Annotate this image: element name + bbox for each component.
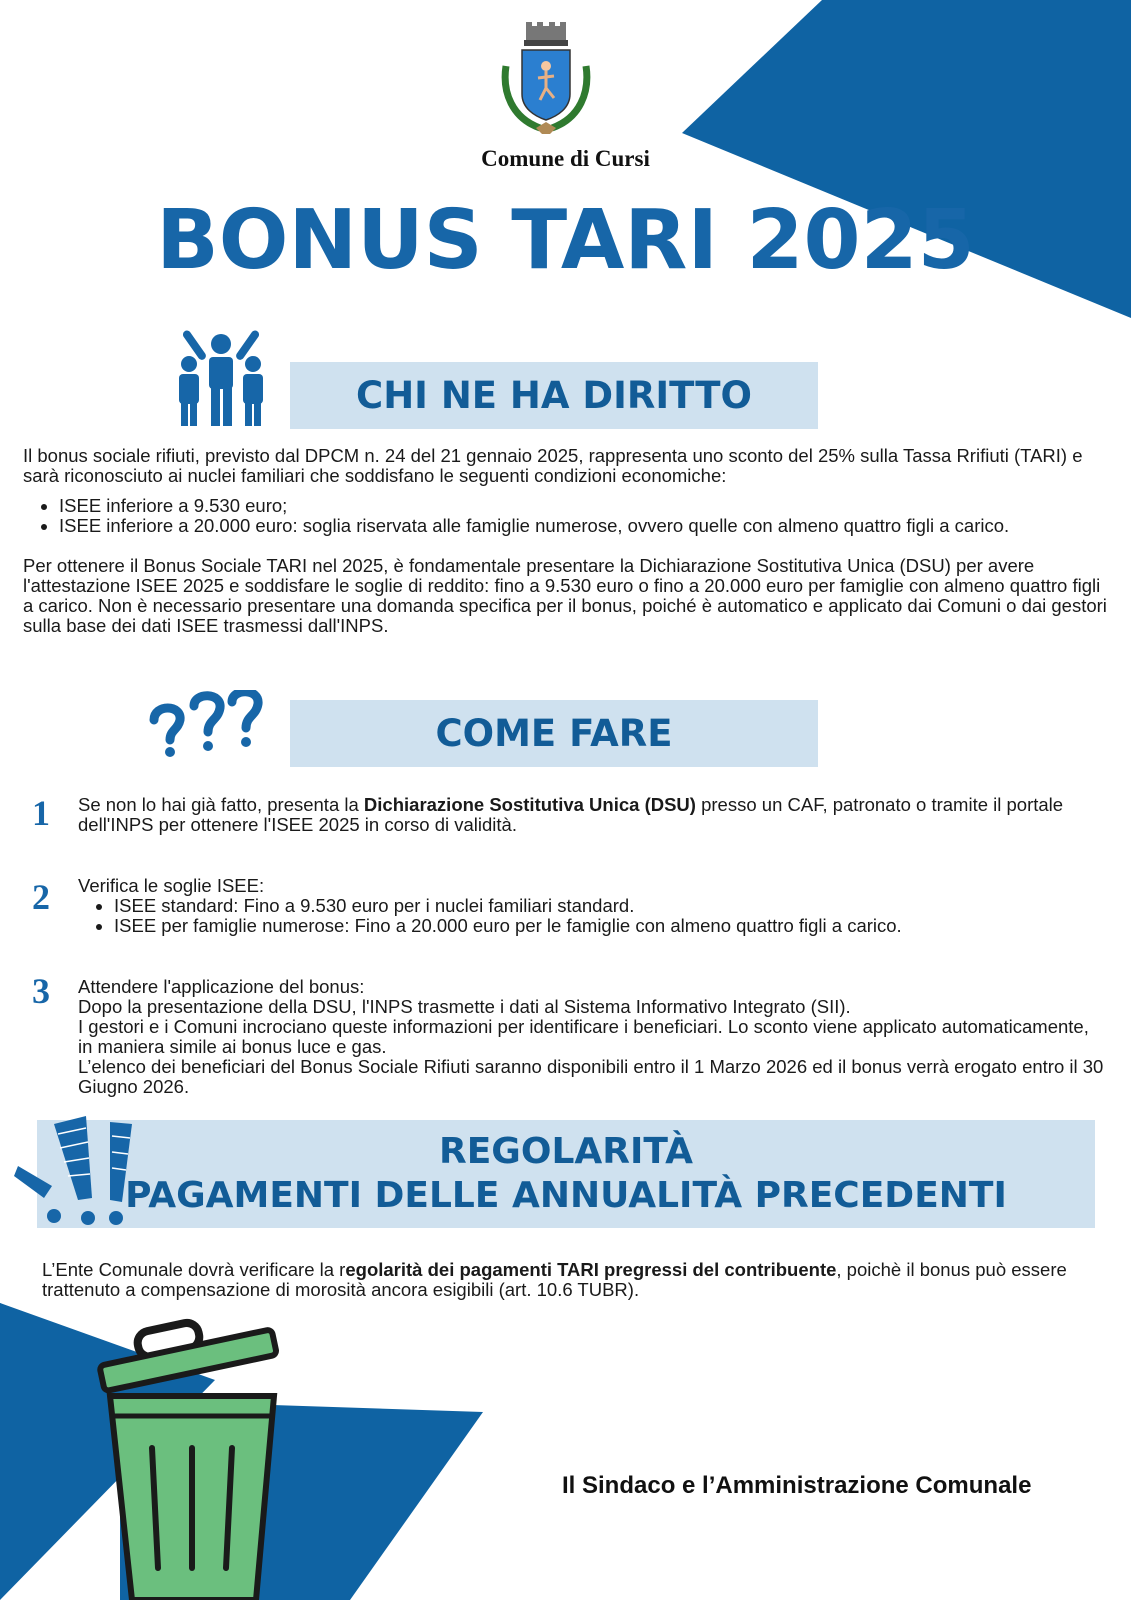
step-2-bullets xyxy=(78,896,1108,936)
step-2-text: Verifica le soglie ISEE: xyxy=(78,875,265,896)
step-1 xyxy=(78,795,1088,835)
step-1-text-pre: Se non lo hai già fatto, presenta la xyxy=(78,794,364,815)
section-header-how xyxy=(290,700,818,767)
step-2 xyxy=(78,876,1108,936)
page-title: BONUS TARI 2025 xyxy=(156,193,975,288)
step-1-text-bold: Dichiarazione Sostitutiva Unica (DSU) xyxy=(363,794,696,815)
step-3-line: Attendere l'applicazione del bonus: xyxy=(78,976,365,997)
section-heading-how: COME FARE xyxy=(435,712,673,755)
step-number-3: 3 xyxy=(32,971,50,1011)
question-marks-icon xyxy=(148,690,268,760)
regularity-text-post: , poichè il bonus può essere trattenuto a compensazione di morosità ancora esigibili (art. 10.6 TUBR). xyxy=(42,1259,1067,1300)
section-heading-regularity-line2: PAGAMENTI DELLE ANNUALITÀ PRECEDENTI xyxy=(125,1175,1007,1216)
list-item: • ISEE per famiglie numerose: Fino a 20.000 euro per le famiglie con almeno quattro figli a carico. xyxy=(114,916,1108,936)
list-item: • ISEE inferiore a 9.530 euro; xyxy=(59,496,1113,516)
municipality-name: Comune di Cursi xyxy=(481,146,650,171)
who-intro: Il bonus sociale rifiuti, previsto dal DPCM n. 24 del 21 gennaio 2025, rappresenta uno sconto del 25% sulla Tassa Rrifiuti (TARI) e sarà riconosciuto ai nuclei familiari che soddisfano le seguenti condizioni economiche: xyxy=(23,445,1083,486)
step-number-2: 2 xyxy=(32,877,50,917)
step-3 xyxy=(78,977,1108,1097)
regularity-text xyxy=(42,1260,1072,1300)
step-3-line: L’elenco dei beneficiari del Bonus Sociale Rifiuti saranno disponibili entro il 1 Marzo 2026 ed il bonus verrà erogato entro il 30 Giugno 2026. xyxy=(78,1056,1104,1097)
list-item: • ISEE inferiore a 20.000 euro: soglia riservata alle famiglie numerose, ovvero quelle con almeno quattro figli a carico. xyxy=(59,516,1113,536)
step-3-line: Dopo la presentazione della DSU, l'INPS trasmette i dati al Sistema Informativo Integrato (SII). xyxy=(78,996,851,1017)
exclamation-marks-icon xyxy=(14,1114,138,1232)
section-header-regularity xyxy=(37,1120,1095,1228)
step-number-1: 1 xyxy=(32,793,50,833)
section-heading-regularity-line1: REGOLARITÀ xyxy=(438,1131,693,1172)
step-3-line: I gestori e i Comuni incrociano queste informazioni per identificare i beneficiari. Lo sconto viene applicato automaticamente, in maniera simile ai bonus luce e gas. xyxy=(78,1016,1089,1057)
people-icon xyxy=(178,330,264,428)
section-heading-who: CHI NE HA DIRITTO xyxy=(356,374,752,417)
who-details: Per ottenere il Bonus Sociale TARI nel 2025, è fondamentale presentare la Dichiarazione Sostitutiva Unica (DSU) per avere l'attestazione ISEE 2025 e soddisfare le soglie di reddito: fino a 9.530 euro o fino a 20.000 euro per famiglie con almeno quattro figli a carico. Non è necessario presentare una domanda specifica per il bonus, poiché è automatico e applicato dai Comuni o dai gestori sulla base dei dati ISEE trasmessi dall'INPS. xyxy=(23,555,1107,636)
regularity-text-bold: egolarità dei pagamenti TARI pregressi del contribuente xyxy=(345,1259,837,1280)
section-header-who xyxy=(290,362,818,429)
list-item: • ISEE standard: Fino a 9.530 euro per i nuclei familiari standard. xyxy=(114,896,1108,916)
trash-bin-icon xyxy=(96,1318,296,1600)
step-1-text-post: presso un CAF, patronato o tramite il portale dell'INPS per ottenere l'ISEE 2025 in corso di validità. xyxy=(78,794,1064,835)
regularity-text-pre: L’Ente Comunale dovrà verificare la r xyxy=(42,1259,346,1280)
coat-of-arms-icon xyxy=(498,22,594,140)
who-bullets xyxy=(23,496,1113,536)
who-content xyxy=(23,446,1113,636)
signature: Il Sindaco e l’Amministrazione Comunale xyxy=(562,1472,1032,1499)
